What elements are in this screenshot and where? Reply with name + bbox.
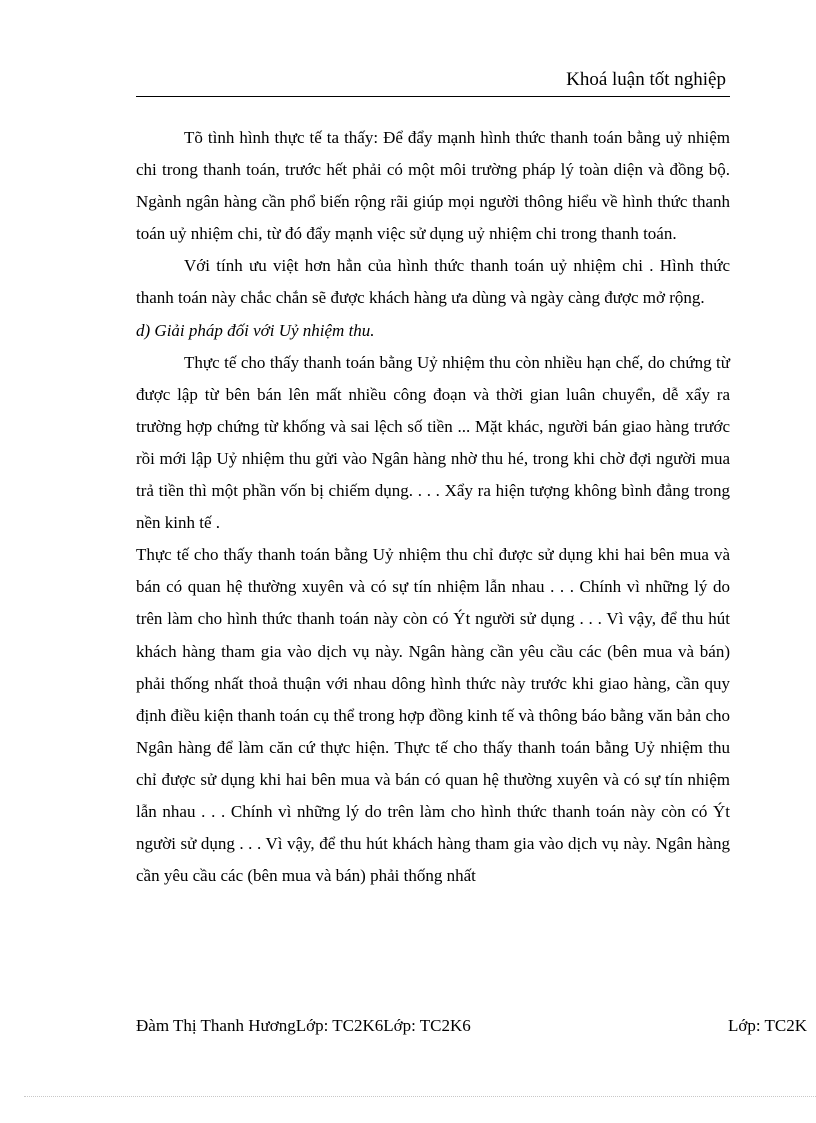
body-text bbox=[136, 122, 730, 892]
section-heading: d) Giải pháp đối với Uỷ nhiệm thu. bbox=[136, 320, 375, 340]
paragraph-intro: Tõ tình hình thực tế ta thấy: Để đẩy mạnh hình thức thanh toán bằng uỷ nhiệm chi trong thanh toán, trước hết phải có một môi trường pháp lý toàn diện và đồng bộ. Ngành ngân hàng cần phổ biến rộng rãi giúp mọi người thông hiểu về hình thức thanh toán uỷ nhiệm chi, từ đó đẩy mạnh việc sử dụng uỷ nhiệm chi trong thanh toán. bbox=[136, 128, 730, 244]
paragraph-advantage: Với tính ưu việt hơn hẳn của hình thức thanh toán uỷ nhiệm chi . Hình thức thanh toán này chắc chắn sẽ được khách hàng ưa dùng và ngày càng được mở rộng. bbox=[136, 256, 730, 308]
footer-class: Lớp: TC2K bbox=[728, 1016, 808, 1035]
paragraph-solution: Thực tế cho thấy thanh toán bằng Uỷ nhiệm thu chỉ được sử dụng khi hai bên mua và bán có quan hệ thường xuyên và có sự tín nhiệm lẫn nhau . . . Chính vì những lý do trên làm cho hình thức thanh toán này còn có Ýt người sử dụng . . . Vì vậy, để thu hút khách hàng tham gia vào dịch vụ này. Ngân hàng cần yêu cầu các (bên mua và bán) phải thống nhất thoả thuận với nhau dông hình thức này trước khi giao hàng, cần quy định điều kiện thanh toán cụ thể trong hợp đồng kinh tế và thông báo bằng văn bản cho Ngân hàng để làm căn cứ thực hiện. Thực tế cho thấy thanh toán bằng Uỷ nhiệm thu chỉ được sử dụng khi hai bên mua và bán có quan hệ thường xuyên và có sự tín nhiệm lẫn nhau . . . Chính vì những lý do trên làm cho hình thức thanh toán này còn có Ýt người sử dụng . . . Vì vậy, để thu hút khách hàng tham gia vào dịch vụ này. Ngân hàng cần yêu cầu các (bên mua và bán) phải thống nhất bbox=[136, 545, 730, 886]
page-footer bbox=[136, 1016, 816, 1040]
footer-author: Đàm Thị Thanh HươngLớp: TC2K6Lớp: TC2K6 bbox=[136, 1016, 471, 1035]
page-bottom-divider bbox=[24, 1096, 816, 1097]
document-title: Khoá luận tốt nghiệp bbox=[566, 69, 726, 90]
paragraph-limitations: Thực tế cho thấy thanh toán bằng Uỷ nhiệm thu còn nhiều hạn chế, do chứng từ được lập từ bên bán lên mất nhiều công đoạn và thời gian luân chuyển, dễ xẩy ra trường hợp chứng từ khống và sai lệch số tiền ... Mặt khác, người bán giao hàng trước rồi mới lập Uỷ nhiệm thu gửi vào Ngân hàng nhờ thu hé, trong khi chờ đợi người mua trả tiền thì một phần vốn bị chiếm dụng. . . . Xẩy ra hiện tượng không bình đẳng trong nền kinh tế . bbox=[136, 352, 730, 533]
page-header bbox=[136, 66, 730, 97]
